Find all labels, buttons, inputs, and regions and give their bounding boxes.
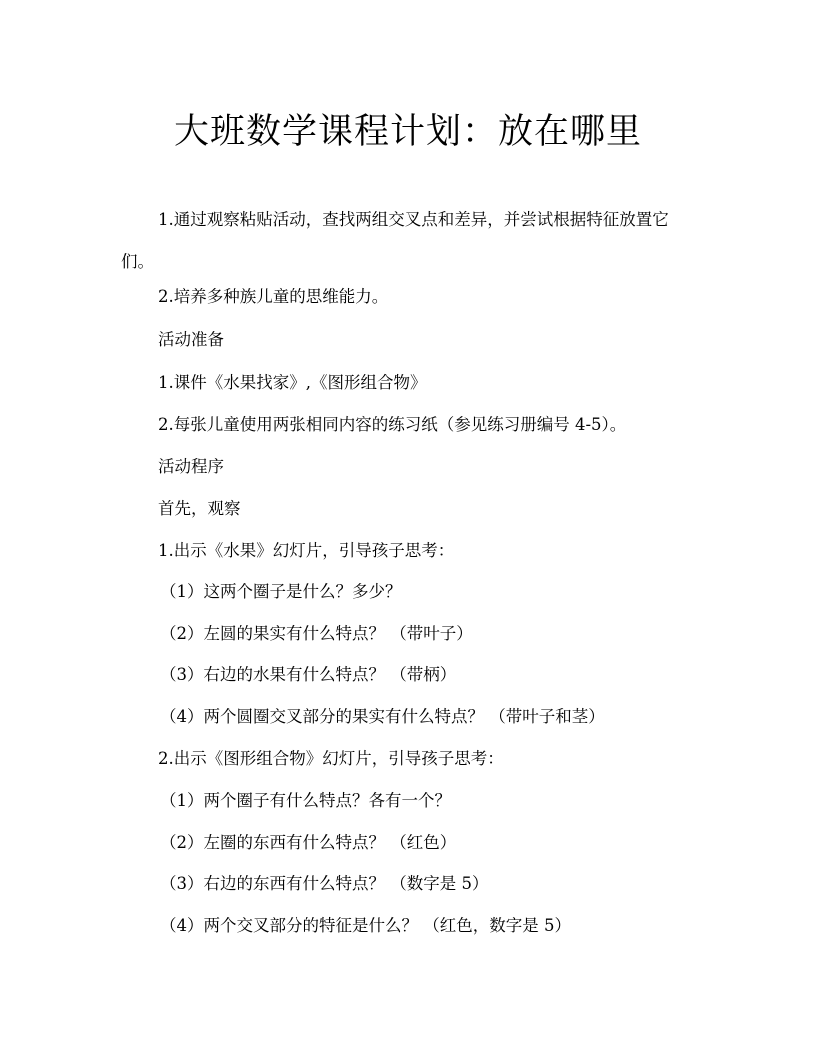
question-2-1: （1）两个圈子有什么特点？各有一个？ bbox=[160, 791, 451, 810]
preparation-item-1: 1.课件《水果找家》,《图形组合物》 bbox=[158, 373, 427, 392]
section-heading-preparation: 活动准备 bbox=[158, 330, 224, 349]
document-title: 大班数学课程计划：放在哪里 bbox=[173, 112, 642, 152]
question-2-2: （2）左圈的东西有什么特点？ （红色） bbox=[160, 833, 457, 852]
objective-paragraph-1: 1.通过观察粘贴活动，查找两组交叉点和差异，并尝试根据特征放置它们。 bbox=[121, 210, 669, 271]
preparation-item-2: 2.每张儿童使用两张相同内容的练习纸（参见练习册编号 4-5）。 bbox=[158, 415, 627, 434]
section-heading-procedure: 活动程序 bbox=[158, 457, 224, 476]
procedure-item-1: 1.出示《水果》幻灯片，引导孩子思考： bbox=[158, 541, 455, 560]
question-1-1: （1）这两个圈子是什么？多少？ bbox=[160, 582, 402, 601]
question-1-3: （3）右边的水果有什么特点？ （带柄） bbox=[160, 665, 457, 684]
question-1-2: （2）左圆的果实有什么特点？ （带叶子） bbox=[160, 624, 473, 643]
procedure-item-2: 2.出示《图形组合物》幻灯片，引导孩子思考： bbox=[158, 749, 504, 768]
question-2-3: （3）右边的东西有什么特点？ （数字是 5） bbox=[160, 874, 489, 893]
objective-paragraph-2: 2.培养多种族儿童的思维能力。 bbox=[158, 287, 389, 306]
question-2-4: （4）两个交叉部分的特征是什么？ （红色，数字是 5） bbox=[160, 916, 571, 935]
procedure-step-first: 首先，观察 bbox=[158, 499, 241, 518]
question-1-4: （4）两个圆圈交叉部分的果实有什么特点？ （带叶子和茎） bbox=[160, 707, 605, 726]
